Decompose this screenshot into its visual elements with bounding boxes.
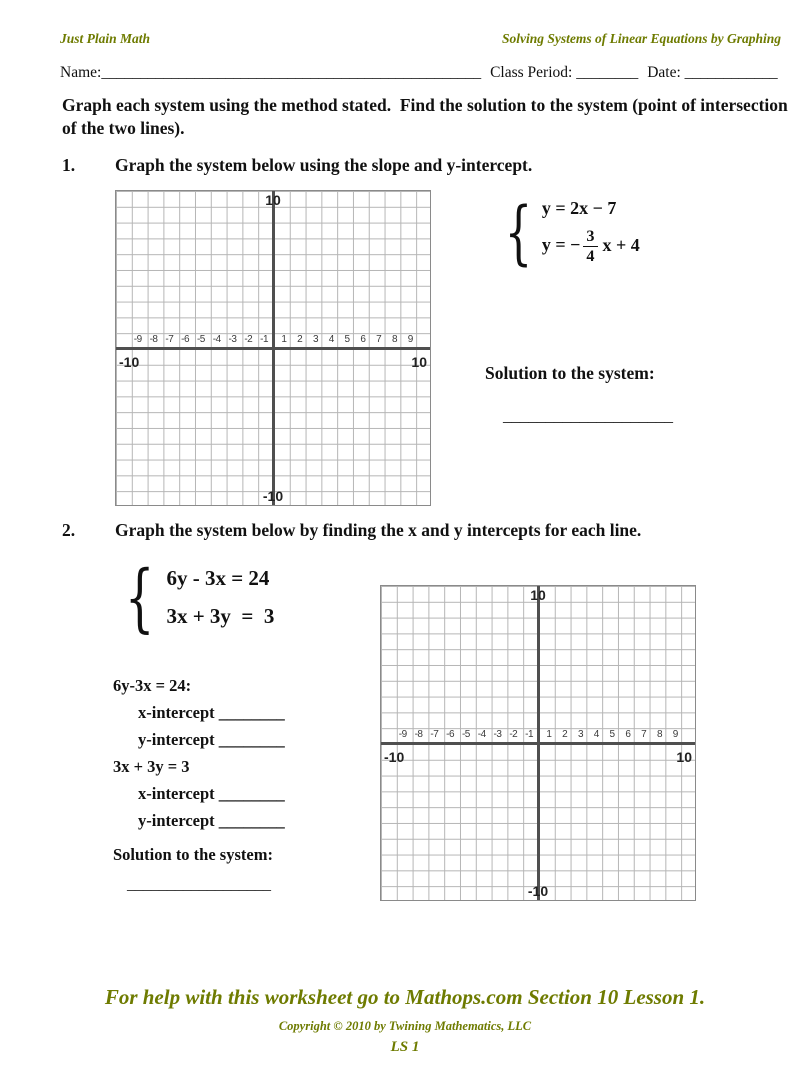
- footer-help-line: For help with this worksheet go to Mathops.com Section 10 Lesson 1.: [104, 985, 706, 1009]
- tick-label: -6: [181, 334, 190, 345]
- problem2-equation-1: 6y - 3x = 24: [166, 566, 270, 590]
- problem2-number: 2.: [62, 520, 76, 540]
- problem2-solution-blank: __________________: [127, 876, 271, 893]
- problem1-equations: [542, 198, 640, 265]
- class-period-label: Class Period:: [490, 64, 573, 81]
- tick-label: -2: [244, 334, 253, 345]
- problem2-work: [113, 676, 285, 838]
- equation1-x-intercept-blank: x-intercept ________: [138, 703, 285, 722]
- problem1-number: 1.: [62, 155, 76, 175]
- y-axis: [272, 191, 275, 505]
- tick-label: -9: [398, 729, 407, 740]
- name-label: Name:: [60, 64, 102, 81]
- tick-label: 1: [546, 729, 552, 740]
- date-blank: ____________: [684, 64, 778, 81]
- x-axis-positive-ticks: [541, 729, 697, 740]
- tick-label: 9: [407, 334, 413, 345]
- instructions: Graph each system using the method stated. Find the solution to the system (point of intersection of the two lines).: [62, 95, 793, 139]
- equation2-y-intercept-blank: y-intercept ________: [138, 811, 285, 830]
- fraction-denominator: 4: [586, 247, 595, 265]
- tick-label: -5: [461, 729, 470, 740]
- equation2-label: 3x + 3y = 3: [113, 757, 190, 776]
- graph-2: [380, 585, 696, 901]
- tick-label: -8: [414, 729, 423, 740]
- tick-label: 7: [641, 729, 647, 740]
- y-min-label: -10: [262, 488, 284, 504]
- tick-label: -7: [165, 334, 174, 345]
- x-max-label: 10: [411, 354, 427, 370]
- tick-label: 7: [376, 334, 382, 345]
- footer-copyright: Copyright © 2010 by Twining Mathematics, LLC: [278, 1019, 532, 1033]
- problem1-solution-blank: ____________________: [503, 406, 673, 425]
- system-brace: {: [504, 190, 533, 273]
- y-axis: [537, 586, 540, 900]
- equation2-prefix: y = −: [541, 234, 581, 255]
- y-min-label: -10: [527, 883, 549, 899]
- tick-label: -7: [430, 729, 439, 740]
- tick-label: 4: [328, 334, 334, 345]
- equation1-label: 6y-3x = 24:: [113, 676, 192, 695]
- problem1-equation-2: [542, 228, 640, 265]
- problem2-solution-label: Solution to the system:: [113, 845, 273, 864]
- problem2-equations: [166, 566, 274, 629]
- tick-label: -1: [525, 729, 534, 740]
- problem2-equation-2: 3x + 3y = 3: [166, 604, 275, 628]
- x-axis-positive-ticks: [276, 334, 432, 345]
- tick-label: -1: [260, 334, 269, 345]
- x-min-label: -10: [119, 354, 140, 370]
- equation1-y-intercept-blank: y-intercept ________: [138, 730, 285, 749]
- tick-label: 6: [625, 729, 631, 740]
- header-title: Solving Systems of Linear Equations by Graphing: [501, 31, 781, 46]
- x-axis-negative-ticks: [116, 334, 272, 345]
- header-brand: Just Plain Math: [60, 31, 151, 46]
- tick-label: -6: [446, 729, 455, 740]
- tick-label: -5: [196, 334, 205, 345]
- system-brace: {: [124, 553, 155, 641]
- fraction-numerator: 3: [583, 228, 597, 247]
- tick-label: -2: [509, 729, 518, 740]
- fraction-three-fourths: [583, 228, 597, 265]
- y-max-label: 10: [265, 192, 281, 208]
- tick-label: 6: [360, 334, 366, 345]
- x-axis-negative-ticks: [381, 729, 537, 740]
- tick-label: 3: [312, 334, 319, 345]
- problem1-prompt: Graph the system below using the slope and y-intercept.: [115, 155, 533, 175]
- name-blank: _________________________________________________: [101, 64, 482, 81]
- date-label: Date:: [647, 64, 681, 81]
- graph-1: [115, 190, 431, 506]
- problem2-prompt: Graph the system below by finding the x and y intercepts for each line.: [115, 520, 642, 540]
- problem1-solution-label: Solution to the system:: [485, 363, 655, 383]
- problem1-equation-1: y = 2x − 7: [541, 198, 617, 218]
- x-max-label: 10: [676, 749, 692, 765]
- tick-label: 8: [391, 334, 397, 345]
- tick-label: -3: [228, 334, 237, 345]
- tick-label: 2: [562, 729, 568, 740]
- tick-label: -8: [149, 334, 158, 345]
- footer-code: LS 1: [390, 1039, 420, 1055]
- tick-label: 1: [281, 334, 287, 345]
- equation2-x-intercept-blank: x-intercept ________: [138, 784, 285, 803]
- tick-label: 5: [344, 334, 350, 345]
- x-min-label: -10: [384, 749, 405, 765]
- tick-label: -3: [493, 729, 502, 740]
- y-max-label: 10: [530, 587, 546, 603]
- tick-label: 9: [672, 729, 678, 740]
- tick-label: -4: [477, 729, 486, 740]
- problem1-system: [500, 190, 640, 273]
- class-period-blank: ________: [576, 64, 639, 81]
- tick-label: 5: [609, 729, 615, 740]
- tick-label: 3: [577, 729, 584, 740]
- tick-label: -4: [212, 334, 221, 345]
- tick-label: -9: [133, 334, 142, 345]
- tick-label: 2: [297, 334, 303, 345]
- problem2-system: [120, 553, 275, 641]
- name-class-date-line: [60, 64, 778, 82]
- equation2-suffix: x + 4: [602, 234, 640, 255]
- tick-label: 4: [593, 729, 599, 740]
- tick-label: 8: [656, 729, 662, 740]
